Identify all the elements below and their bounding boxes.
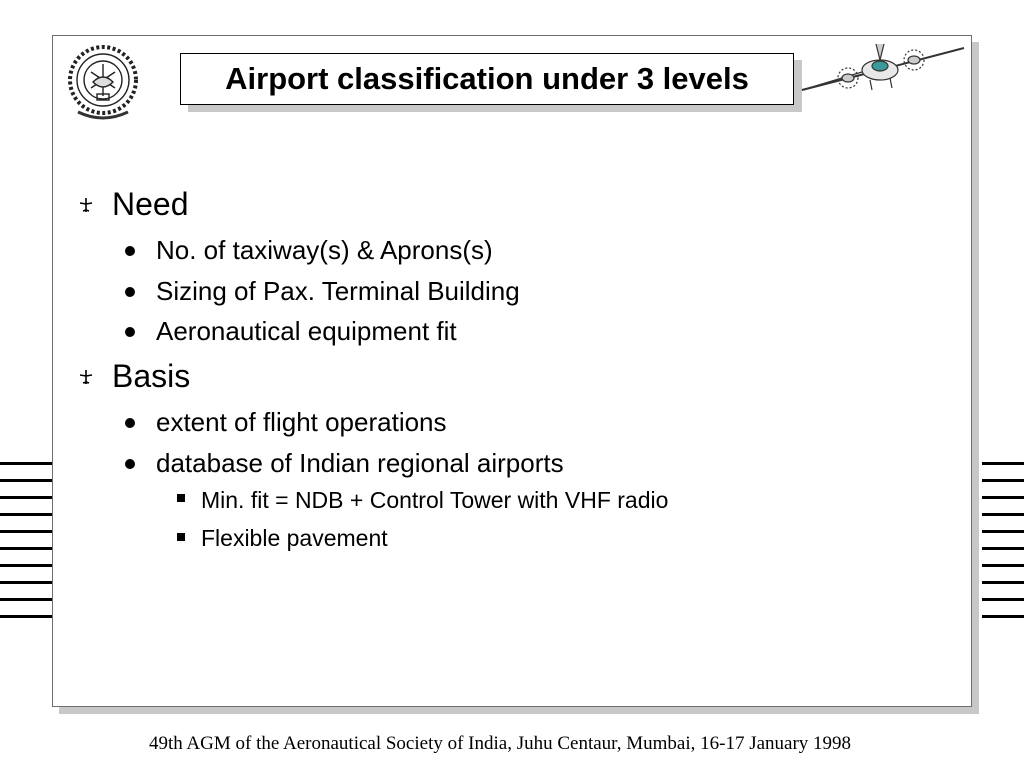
sub-bullet-point: Min. fit = NDB + Control Tower with VHF radio [201, 487, 669, 513]
round-bullet-icon [125, 287, 135, 297]
round-bullet-icon [125, 327, 135, 337]
slide-footer: 49th AGM of the Aeronautical Society of India, Juhu Centaur, Mumbai, 16-17 January 1998 [148, 733, 852, 754]
bullet-point: extent of flight operations [156, 407, 447, 437]
bullet-point: database of Indian regional airports [156, 448, 564, 478]
square-bullet-icon [177, 533, 185, 541]
section-heading-need: Need [112, 186, 189, 222]
airplane-bullet-icon [78, 369, 94, 385]
airplane-icon [800, 40, 966, 104]
bullet-point: No. of taxiway(s) & Aprons(s) [156, 235, 493, 265]
slide-title: Airport classification under 3 levels [180, 53, 794, 105]
section-heading-basis: Basis [112, 358, 191, 394]
airplane-bullet-icon [78, 197, 94, 213]
square-bullet-icon [177, 494, 185, 502]
left-stripes [0, 462, 52, 632]
sub-bullet-point: Flexible pavement [201, 525, 388, 551]
right-stripes [982, 462, 1024, 632]
round-bullet-icon [125, 246, 135, 256]
bullet-point: Sizing of Pax. Terminal Building [156, 276, 520, 306]
bullet-point: Aeronautical equipment fit [156, 316, 457, 346]
round-bullet-icon [125, 418, 135, 428]
institute-emblem-icon [66, 42, 140, 122]
round-bullet-icon [125, 459, 135, 469]
